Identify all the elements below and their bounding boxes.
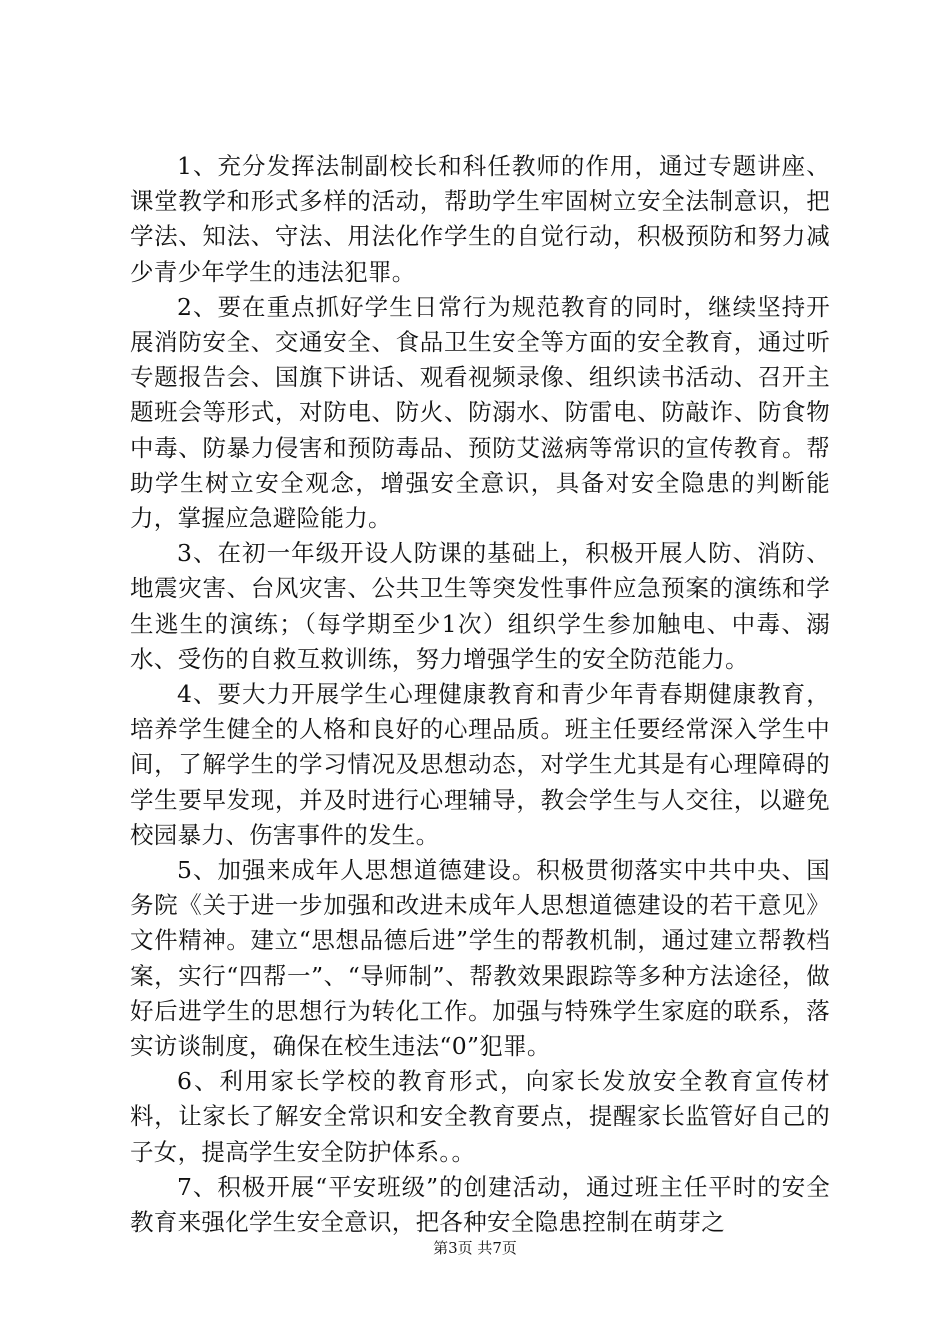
paragraph-5: 5、加强来成年人思想道德建设。积极贯彻落实中共中央、国务院《关于进一步加强和改进未成年人思想道德建设的若干意见》文件精神。建立“思想品德后进”学生的帮教机制，通过建立帮教档案，实行“四帮一”、“导师制”、帮教效果跟踪等多种方法途径，做好后进学生的思想行为转化工作。加强与特殊学生家庭的联系，落实访谈制度，确保在校生违法“0”犯罪。 bbox=[130, 856, 830, 1061]
paragraph-6: 6、利用家长学校的教育形式，向家长发放安全教育宣传材料，让家长了解安全常识和安全教育要点，提醒家长监管好自己的子女，提高学生安全防护体系。。 bbox=[130, 1067, 830, 1166]
page-number-footer: 第3页 共7页 bbox=[433, 1239, 517, 1257]
paragraph-2: 2、要在重点抓好学生日常行为规范教育的同时，继续坚持开展消防安全、交通安全、食品卫生安全等方面的安全教育，通过听专题报告会、国旗下讲话、观看视频录像、组织读书活动、召开主题班会等形式，对防电、防火、防溺水、防雷电、防敲诈、防食物中毒、防暴力侵害和预防毒品、预防艾滋病等常识的宣传教育。帮助学生树立安全观念，增强安全意识，具备对安全隐患的判断能力，掌握应急避险能力。 bbox=[130, 292, 830, 533]
paragraph-3: 3、在初一年级开设人防课的基础上，积极开展人防、消防、地震灾害、台风灾害、公共卫生等突发性事件应急预案的演练和学生逃生的演练；（每学期至少1次）组织学生参加触电、中毒、溺水、受伤的自救互救训练，努力增强学生的安全防范能力。 bbox=[130, 539, 830, 673]
paragraph-4: 4、要大力开展学生心理健康教育和青少年青春期健康教育，培养学生健全的人格和良好的心理品质。班主任要经常深入学生中间，了解学生的学习情况及思想动态，对学生尤其是有心理障碍的学生要早发现，并及时进行心理辅导，教会学生与人交往，以避免校园暴力、伤害事件的发生。 bbox=[130, 680, 830, 849]
paragraph-7: 7、积极开展“平安班级”的创建活动，通过班主任平时的安全教育来强化学生安全意识，把各种安全隐患控制在萌芽之 bbox=[130, 1172, 830, 1237]
document-body bbox=[130, 149, 830, 1240]
paragraph-1: 1、充分发挥法制副校长和科任教师的作用，通过专题讲座、课堂教学和形式多样的活动，帮助学生牢固树立安全法制意识，把学法、知法、守法、用法化作学生的自觉行动，积极预防和努力减少青少年学生的违法犯罪。 bbox=[130, 152, 830, 286]
